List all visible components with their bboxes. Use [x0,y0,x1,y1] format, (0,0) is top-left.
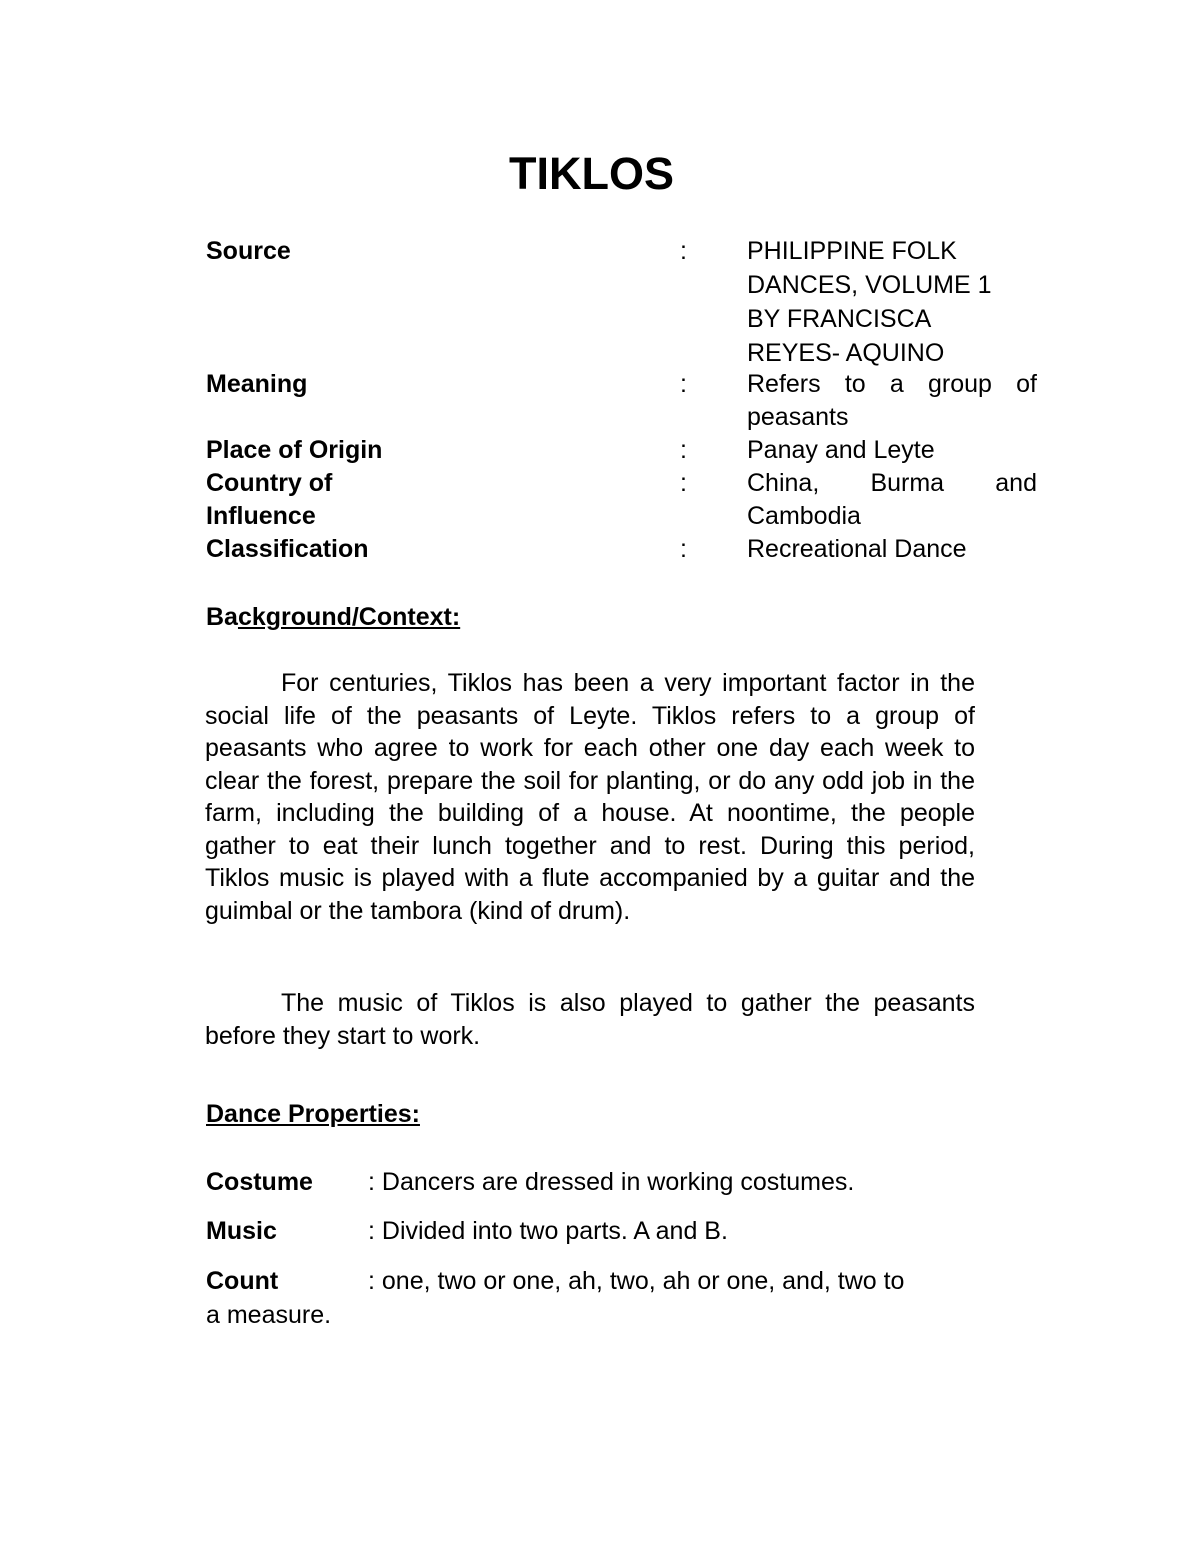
page-title: TIKLOS [509,148,674,199]
influence-value-line-1: China, Burma and [747,469,1037,497]
meaning-label: Meaning [206,370,308,398]
costume-row [206,1166,854,1199]
count-label: Count [206,1267,279,1295]
meaning-colon: : [680,370,687,398]
background-heading-plain: Ba [206,603,238,631]
background-paragraph-1: For centuries, Tiklos has been a very important factor in the social life of the peasants of Leyte. Tiklos refers to a group of peasants who agree to work for each other one day each week to clear the forest, prepare the soil for planting, or do any odd job in the farm, including the building of a house. At noontime, the people gather to eat their lunch together and to rest. During this period, Tiklos music is played with a flute accompanied by a guitar and the guimbal or the tambora (kind of drum). [205,669,975,925]
influence-colon: : [680,469,687,497]
music-label: Music [206,1217,277,1245]
meaning-value-line-1: Refers to a group of [747,370,1037,398]
source-colon: : [680,237,687,265]
source-value-line-2: DANCES, VOLUME 1 [747,271,992,299]
count-continuation: a measure. [206,1301,332,1329]
source-value-line-3: BY FRANCISCA [747,305,932,333]
classification-label: Classification [206,535,369,563]
music-value: : Divided into two parts. A and B. [368,1217,728,1245]
background-heading-underlined: ckground/Context: [237,603,461,631]
influence-value-line-2: Cambodia [747,502,861,530]
background-paragraph-2: The music of Tiklos is also played to gather the peasants before they start to work. [205,989,975,1050]
costume-label: Costume [206,1168,313,1196]
influence-label-line-2: Influence [206,502,316,530]
classification-colon: : [680,535,687,563]
origin-colon: : [680,436,687,464]
source-value-line-1: PHILIPPINE FOLK [747,237,957,265]
influence-label-line-1: Country of [206,469,333,497]
count-row [206,1265,904,1298]
meaning-value-line-2: peasants [747,403,849,431]
classification-value: Recreational Dance [747,535,967,563]
source-value-line-4: REYES- AQUINO [747,339,945,367]
source-label: Source [206,237,291,265]
count-value: : one, two or one, ah, two, ah or one, and, two to [368,1267,905,1295]
costume-value: : Dancers are dressed in working costumes. [368,1168,855,1196]
properties-heading: Dance Properties: [206,1100,420,1128]
music-row [206,1215,728,1248]
background-heading [206,601,460,634]
origin-label: Place of Origin [206,436,383,464]
origin-value: Panay and Leyte [747,436,935,464]
